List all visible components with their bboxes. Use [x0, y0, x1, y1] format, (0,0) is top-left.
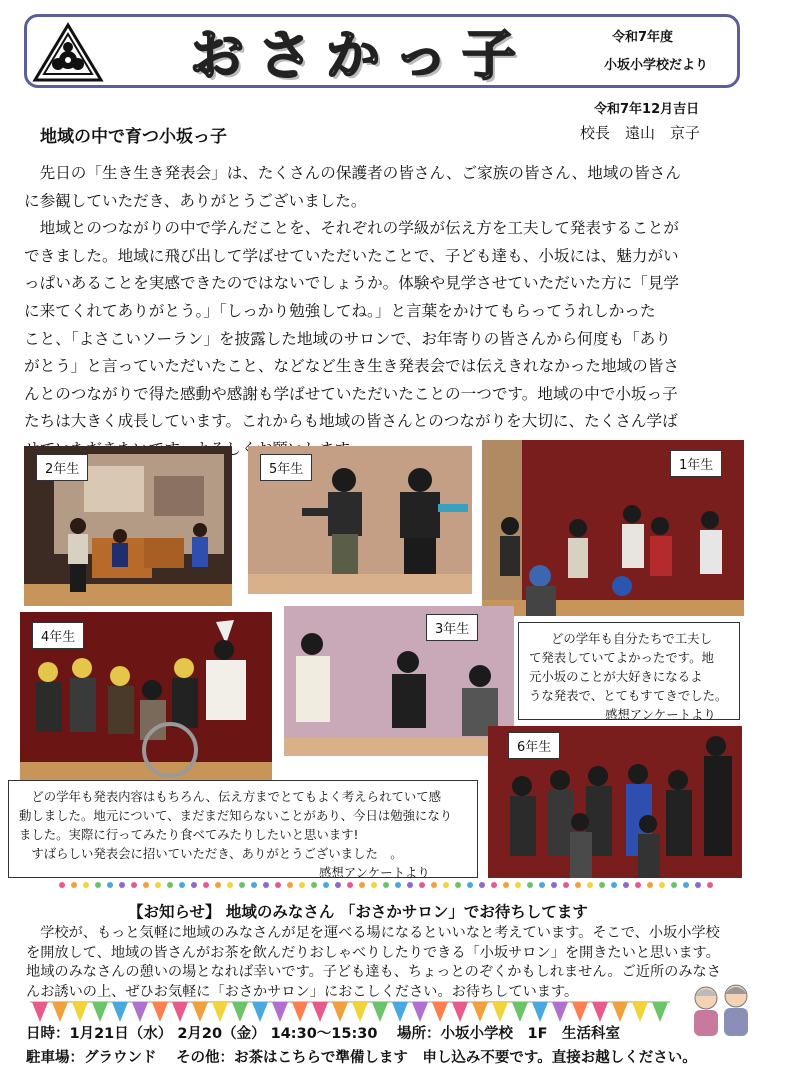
- bunting-flag: [112, 1002, 128, 1022]
- school-news-label: 小坂小学校だより: [604, 58, 709, 73]
- bunting-flag: [192, 1002, 208, 1022]
- bunting-flag: [332, 1002, 348, 1022]
- divider-dot: [563, 882, 569, 888]
- divider-dot: [323, 882, 329, 888]
- divider-dot: [659, 882, 665, 888]
- divider-dot: [371, 882, 377, 888]
- school-emblem-icon: [32, 22, 104, 84]
- bunting-flag: [32, 1002, 48, 1022]
- impression1-source: 感想アンケートより: [605, 707, 716, 722]
- photo-grade6: [488, 726, 742, 878]
- impression1-line: どの学年も自分たちで工夫し: [551, 631, 712, 646]
- divider-dot: [347, 882, 353, 888]
- divider-dot: [455, 882, 461, 888]
- divider-dot: [107, 882, 113, 888]
- photo-label-grade1: 1年生: [670, 450, 722, 477]
- bunting-flag: [532, 1002, 548, 1022]
- divider-dot: [251, 882, 257, 888]
- bunting-flag: [232, 1002, 248, 1022]
- photo-grade1: [482, 440, 744, 616]
- divider-dot: [191, 882, 197, 888]
- salon-schedule: 日時：1月21日（水） 2月20（金） 14:30～15:30 場所：小坂小学校 1F 生活科室: [26, 1026, 620, 1042]
- divider-dot: [359, 882, 365, 888]
- divider-dot: [167, 882, 173, 888]
- bunting-flag: [312, 1002, 328, 1022]
- divider-dot: [491, 882, 497, 888]
- divider-dot: [539, 882, 545, 888]
- divider-dot: [599, 882, 605, 888]
- divider-dot: [143, 882, 149, 888]
- divider-dot: [683, 882, 689, 888]
- bunting-flag: [492, 1002, 508, 1022]
- impression1-line: て発表していてよかったです。地: [529, 650, 714, 665]
- bunting-flag: [432, 1002, 448, 1022]
- bunting-flag: [632, 1002, 648, 1022]
- bunting-flag: [252, 1002, 268, 1022]
- divider-dot: [179, 882, 185, 888]
- divider-dot: [587, 882, 593, 888]
- divider-dot: [527, 882, 533, 888]
- photo-grade2: [24, 446, 232, 606]
- bunting-flag: [212, 1002, 228, 1022]
- bunting-flag: [472, 1002, 488, 1022]
- elderly-couple-icon: [686, 982, 756, 1036]
- principal-name: 校長 遠山 京子: [580, 124, 701, 142]
- bunting-flag: [272, 1002, 288, 1022]
- divider-dot: [203, 882, 209, 888]
- impression2-line: どの学年も発表内容はもちろん、伝え方までとてもよく考えられていて感: [19, 789, 442, 804]
- salon-parking-info: 駐車場：グラウンド その他：お茶はこちらで準備します 申し込み不要です。直接お越しください。: [26, 1050, 697, 1066]
- divider-dot: [335, 882, 341, 888]
- divider-dot: [419, 882, 425, 888]
- divider-dot: [275, 882, 281, 888]
- bunting-flag: [52, 1002, 68, 1022]
- bunting-flag: [612, 1002, 628, 1022]
- divider-dot: [395, 882, 401, 888]
- divider-dot: [155, 882, 161, 888]
- photo-label-grade4: 4年生: [32, 622, 84, 649]
- bunting-flag: [412, 1002, 428, 1022]
- impression2-source: 感想アンケートより: [319, 865, 430, 880]
- photo-grade3: [284, 606, 514, 756]
- bunting-flag: [72, 1002, 88, 1022]
- divider-dot: [635, 882, 641, 888]
- era-label: 令和7年度: [612, 30, 674, 45]
- impression2-line: ました。実際に行ってみたり食べてみたりしたいと思います!: [19, 827, 359, 842]
- photo-label-grade3: 3年生: [426, 614, 478, 641]
- divider-dot: [131, 882, 137, 888]
- impression1-line: 元小坂のことが大好きになるよ: [529, 669, 703, 684]
- divider-dot: [611, 882, 617, 888]
- bunting-flag: [552, 1002, 568, 1022]
- divider-dot: [647, 882, 653, 888]
- impression2-line: すばらしい発表会に招いていただき、ありがとうございました 。: [19, 846, 403, 861]
- bunting-flag: [152, 1002, 168, 1022]
- divider-dot: [467, 882, 473, 888]
- newsletter-title-box: [140, 20, 580, 87]
- divider-dot: [623, 882, 629, 888]
- bunting-flag: [512, 1002, 528, 1022]
- issue-date: 令和7年12月吉日: [594, 102, 700, 117]
- divider-dot: [83, 882, 89, 888]
- divider-dot: [407, 882, 413, 888]
- bunting-flag: [592, 1002, 608, 1022]
- notice-body: 学校が、もっと気軽に地域のみなさんが足を運べる場になるといいなと考えています。そこで、小坂小学校 を開放して、地域の皆さんがお茶を飲んだりおしゃべりしたりできる「小坂サロン」を開きたいと思います。 地域のみなさんの憩いの場となれば幸いです。子ども達も、ちょっとのぞくかもしれません。ご近所のみなさ んお誘いの上、ぜひお気軽に「おさかサロン」におこしください。お待ちしています。: [26, 925, 721, 1000]
- bunting-flag: [172, 1002, 188, 1022]
- photo-label-grade6: 6年生: [508, 732, 560, 759]
- impression1-line: うな発表で、とてもすてきでした。: [529, 688, 728, 703]
- bunting-flag: [392, 1002, 408, 1022]
- divider-dot: [515, 882, 521, 888]
- divider-dot: [575, 882, 581, 888]
- divider-dot: [71, 882, 77, 888]
- impression2-line: 動しました。地元について、まだまだ知らないことがあり、今日は勉強になり: [19, 808, 453, 823]
- article-body: 先日の「生き生き発表会」は、たくさんの保護者の皆さん、ご家族の皆さん、地域の皆さん に参観していただき、ありがとうございました。 地域とのつながりの中で学んだことを、それぞれの学級が伝え方を工夫して発表することが できました。地域に飛び出して学ばせていただいたことで、子ども達も、小坂には、魅力がい っぱいあることを実感できたのではないでしょうか。体験や見学させていただいた方に「見学 に来てくれてありがとう。」「しっかり勉強してね。」と言葉をかけてもらってうれしかった こと、「よさこいソーラン」を披露した地域のサロンで、お年寄りの皆さんから何度も「あり がとう」と言っていただいたこと、などなど生き生き発表会では伝えきれなかった地域の皆さ んとのつながりで得た感動や感謝も学ばせていただいたことの一つです。地域の中で小坂っ子 たちは大きく成長しています。これからも地域の皆さんとのつながりを大切に、たくさん学ば: [24, 164, 681, 431]
- divider-dot: [503, 882, 509, 888]
- divider-dot: [215, 882, 221, 888]
- divider-dot: [443, 882, 449, 888]
- divider-dot: [263, 882, 269, 888]
- newsletter-title: おさかっ子: [190, 23, 530, 87]
- divider-dot: [671, 882, 677, 888]
- divider-dot: [119, 882, 125, 888]
- dotted-divider: [56, 880, 720, 890]
- photo-label-grade2: 2年生: [36, 454, 88, 481]
- divider-dot: [287, 882, 293, 888]
- divider-dot: [239, 882, 245, 888]
- divider-dot: [383, 882, 389, 888]
- divider-dot: [95, 882, 101, 888]
- divider-dot: [479, 882, 485, 888]
- bunting-flag: [132, 1002, 148, 1022]
- bunting-flag: [352, 1002, 368, 1022]
- divider-dot: [227, 882, 233, 888]
- bunting-flag: [372, 1002, 388, 1022]
- divider-dot: [695, 882, 701, 888]
- impression-box-1: [518, 622, 740, 720]
- photo-label-grade5: 5年生: [260, 454, 312, 481]
- divider-dot: [311, 882, 317, 888]
- divider-dot: [551, 882, 557, 888]
- bunting-flag: [92, 1002, 108, 1022]
- notice-title: 【お知らせ】 地域のみなさん 「おさかサロン」でお待ちしてます: [128, 903, 588, 921]
- divider-dot: [431, 882, 437, 888]
- photo-grade5: [248, 446, 472, 594]
- photo-grade4: [20, 612, 272, 784]
- bunting-flag: [292, 1002, 308, 1022]
- bunting-flag: [652, 1002, 668, 1022]
- divider-dot: [59, 882, 65, 888]
- bunting-flag: [452, 1002, 468, 1022]
- divider-dot: [707, 882, 713, 888]
- impression-box-2: [8, 780, 478, 878]
- article-headline: 地域の中で育つ小坂っ子: [40, 127, 227, 147]
- bunting-flag: [572, 1002, 588, 1022]
- divider-dot: [299, 882, 305, 888]
